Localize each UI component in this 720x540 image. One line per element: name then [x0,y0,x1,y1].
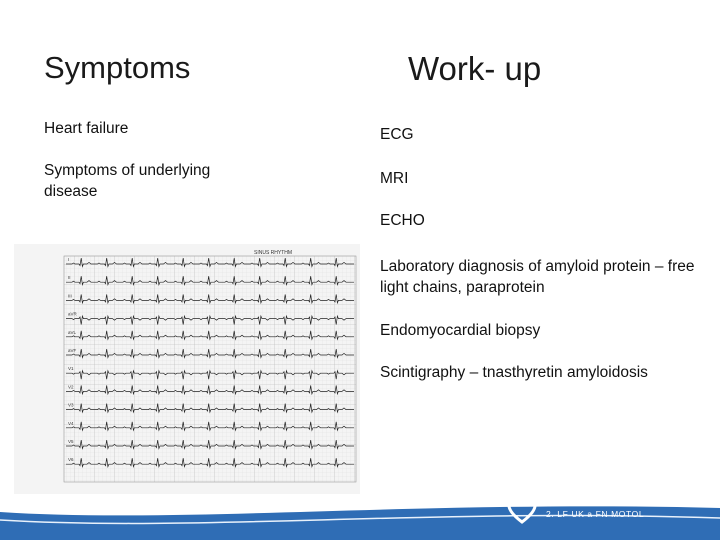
workup-item: ECG [380,126,414,143]
ecg-lead-label: aVL [68,329,77,335]
symptoms-title: Symptoms [44,50,191,85]
ecg-lead-label: V6 [68,457,74,463]
workup-item: ECHO [380,212,425,229]
ecg-lead-label: V3 [68,402,74,408]
heart-icon [506,494,538,524]
ecg-lead-label: V5 [68,439,74,444]
ecg-lead-label: V2 [68,384,74,390]
workup-item: Endomyocardial biopsy [380,322,541,339]
ecg-lead-label: I [68,257,70,262]
ecg-lead-label: III [68,293,72,299]
ecg-lead-label: V1 [68,366,74,372]
logo-line-2: 2. LF UK a FN MOTOL [546,509,645,519]
ecg-lead-label: aVF [68,348,77,353]
ecg-image [14,244,360,494]
symptom-item: Symptoms of underlying disease [44,162,211,200]
workup-item: Scintigraphy – tnasthyretin amyloidosis [380,364,648,381]
workup-item: MRI [380,170,409,187]
ecg-lead-label: II [68,275,71,281]
ecg-lead-label: V4 [68,420,74,426]
symptom-item: Heart failure [44,120,129,137]
clinic-logo [506,494,664,524]
ecg-lead-label: aVR [68,311,77,317]
work-up-title: Work- up [408,50,542,87]
logo-line-1: KARDIOLOGICKÁ KLINIKA [546,498,664,508]
workup-item: Laboratory diagnosis of amyloid protein – free light chains, paraprotein [380,258,695,296]
ecg-header: SINUS RHYTHM [254,250,293,256]
